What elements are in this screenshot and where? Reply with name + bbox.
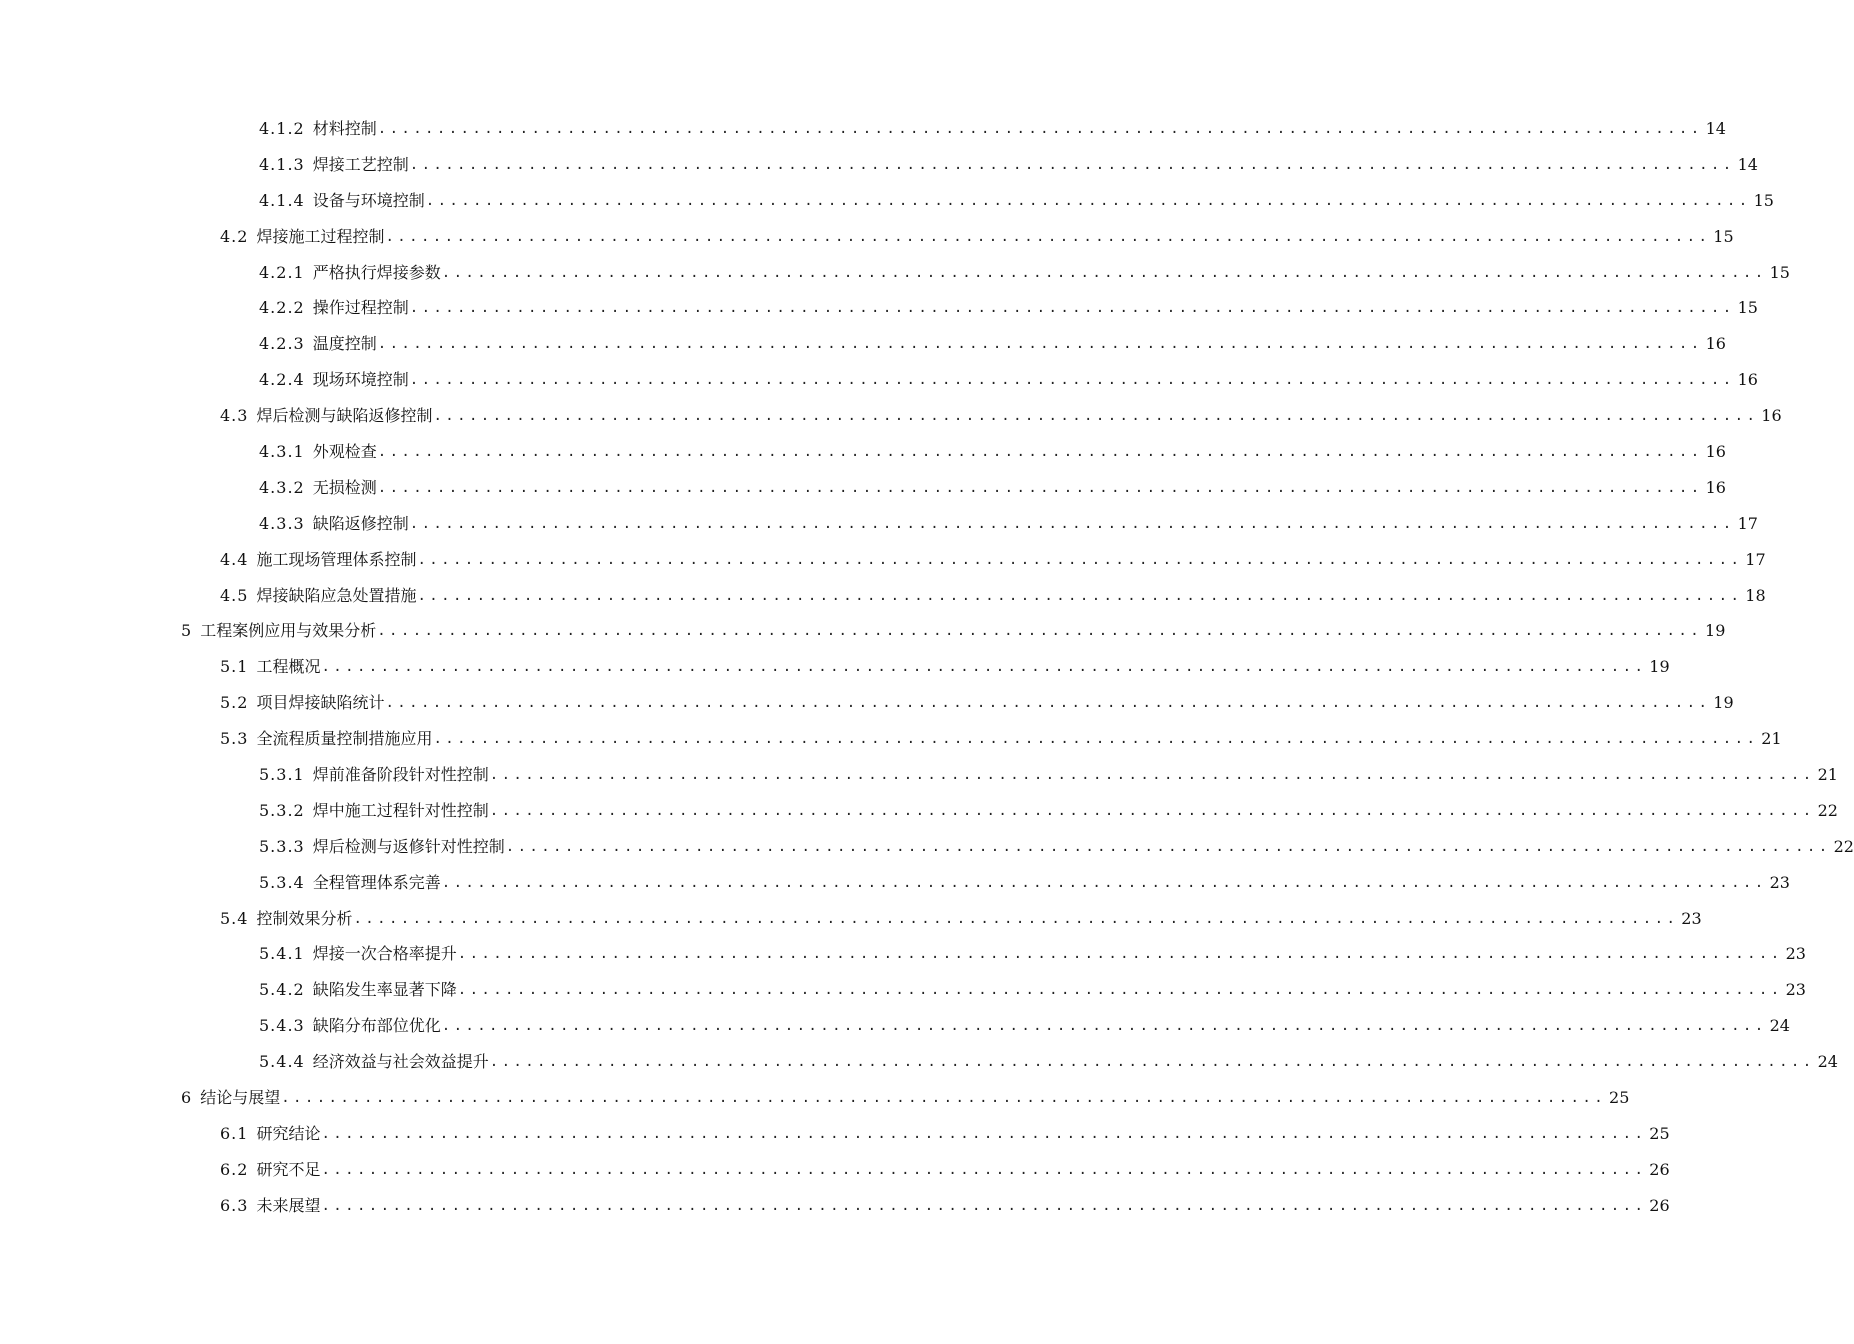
dot-leader: ................................................................................................................ xyxy=(417,587,1743,604)
page-number: 15 xyxy=(1769,262,1790,282)
page-number: 16 xyxy=(1705,477,1726,497)
page-number: 17 xyxy=(1737,513,1758,533)
page-number: 16 xyxy=(1761,406,1782,426)
entry-number: 5.3 xyxy=(220,729,249,749)
dot-leader: ................................................................................................................ xyxy=(409,300,1735,317)
page-number: 25 xyxy=(1609,1087,1630,1107)
dot-leader: ................................................................................................................ xyxy=(417,551,1743,568)
entry-number: 4.4 xyxy=(220,549,249,569)
toc-entry[interactable] xyxy=(0,326,1726,362)
dot-leader: ................................................................................................................ xyxy=(385,228,1711,245)
dot-leader: ................................................................................................................ xyxy=(353,910,1679,927)
entry-title: 焊接施工过程控制 xyxy=(256,226,385,246)
entry-title: 研究结论 xyxy=(256,1123,321,1143)
entry-title: 未来展望 xyxy=(256,1195,321,1215)
dot-leader: ................................................................................................................ xyxy=(441,264,1767,281)
dot-leader: ................................................................................................................ xyxy=(489,766,1815,783)
toc-entry[interactable] xyxy=(0,613,1726,649)
entry-number: 5.3.1 xyxy=(259,764,305,784)
entry-number: 5.3.3 xyxy=(259,836,305,856)
toc-entry[interactable] xyxy=(0,972,1806,1008)
dot-leader: ................................................................................................................ xyxy=(441,874,1767,891)
page-number: 15 xyxy=(1753,190,1774,210)
entry-title: 缺陷返修控制 xyxy=(312,513,409,533)
entry-title: 项目焊接缺陷统计 xyxy=(256,693,385,713)
dot-leader: ................................................................................................................ xyxy=(377,479,1703,496)
entry-number: 4.2.1 xyxy=(259,262,305,282)
dot-leader: ................................................................................................................ xyxy=(505,838,1831,855)
entry-title: 材料控制 xyxy=(312,118,377,138)
toc-entry[interactable] xyxy=(0,685,1734,721)
entry-title: 温度控制 xyxy=(312,334,377,354)
dot-leader: ................................................................................................................ xyxy=(409,372,1735,389)
page-number: 21 xyxy=(1817,764,1838,784)
dot-leader: ................................................................................................................ xyxy=(489,1054,1815,1071)
page-number: 26 xyxy=(1649,1195,1670,1215)
page-number: 19 xyxy=(1649,657,1670,677)
toc-entry[interactable] xyxy=(0,542,1766,578)
entry-number: 5.3.2 xyxy=(259,800,305,820)
toc-entry[interactable] xyxy=(0,829,1854,865)
page-number: 22 xyxy=(1833,836,1854,856)
entry-title: 研究不足 xyxy=(256,1159,321,1179)
page-number: 19 xyxy=(1713,693,1734,713)
entry-title: 缺陷发生率显著下降 xyxy=(312,980,457,1000)
entry-title: 焊接一次合格率提升 xyxy=(312,944,457,964)
entry-number: 4.2.4 xyxy=(259,370,305,390)
dot-leader: ................................................................................................................ xyxy=(321,1125,1647,1142)
entry-number: 4.3.1 xyxy=(259,441,305,461)
toc-entry[interactable] xyxy=(0,578,1766,614)
entry-number: 4.3.2 xyxy=(259,477,305,497)
entry-number: 6.3 xyxy=(220,1195,249,1215)
page-number: 16 xyxy=(1705,441,1726,461)
dot-leader: ................................................................................................................ xyxy=(321,659,1647,676)
entry-number: 4.3 xyxy=(220,406,249,426)
page-number: 16 xyxy=(1737,370,1758,390)
toc-entry[interactable] xyxy=(0,1044,1838,1080)
page-number: 22 xyxy=(1817,800,1838,820)
toc-entry[interactable] xyxy=(0,183,1774,219)
toc-entry[interactable] xyxy=(0,1116,1670,1152)
page-number: 18 xyxy=(1745,585,1766,605)
dot-leader: ................................................................................................................ xyxy=(377,120,1703,137)
entry-title: 操作过程控制 xyxy=(312,298,409,318)
entry-number: 4.1.3 xyxy=(259,154,305,174)
toc-entry[interactable] xyxy=(0,649,1670,685)
page-number: 16 xyxy=(1705,334,1726,354)
toc-entry[interactable] xyxy=(0,1188,1670,1224)
dot-leader: ................................................................................................................ xyxy=(433,408,1759,425)
dot-leader: ................................................................................................................ xyxy=(385,695,1711,712)
dot-leader: ................................................................................................................ xyxy=(489,802,1815,819)
dot-leader: ................................................................................................................ xyxy=(433,731,1759,748)
page-number: 21 xyxy=(1761,729,1782,749)
toc-entry[interactable] xyxy=(0,506,1758,542)
page-number: 23 xyxy=(1681,908,1702,928)
entry-title: 工程概况 xyxy=(256,657,321,677)
entry-number: 5.4.2 xyxy=(259,980,305,1000)
entry-number: 5.4.3 xyxy=(259,1016,305,1036)
entry-number: 5.4.4 xyxy=(259,1052,305,1072)
toc-entry[interactable] xyxy=(0,901,1702,937)
page-number: 23 xyxy=(1769,872,1790,892)
page-number: 26 xyxy=(1649,1159,1670,1179)
page-number: 24 xyxy=(1769,1016,1790,1036)
entry-number: 5.2 xyxy=(220,693,249,713)
entry-title: 焊后检测与缺陷返修控制 xyxy=(256,406,433,426)
entry-title: 设备与环境控制 xyxy=(312,190,425,210)
dot-leader: ................................................................................................................ xyxy=(321,1197,1647,1214)
page-number: 24 xyxy=(1817,1052,1838,1072)
dot-leader: ................................................................................................................ xyxy=(425,192,1751,209)
toc-entry[interactable] xyxy=(0,147,1758,183)
dot-leader: ................................................................................................................ xyxy=(321,1161,1647,1178)
entry-number: 5.3.4 xyxy=(259,872,305,892)
page-number: 23 xyxy=(1785,944,1806,964)
toc-entry[interactable] xyxy=(0,290,1758,326)
toc-entry[interactable] xyxy=(0,757,1838,793)
page-number: 15 xyxy=(1713,226,1734,246)
dot-leader: ................................................................................................................ xyxy=(457,982,1783,999)
entry-title: 施工现场管理体系控制 xyxy=(256,549,417,569)
entry-number: 5 xyxy=(181,621,193,641)
toc-entry[interactable] xyxy=(0,398,1782,434)
entry-number: 4.2.3 xyxy=(259,334,305,354)
toc-entry[interactable] xyxy=(0,1008,1790,1044)
entry-title: 焊中施工过程针对性控制 xyxy=(312,800,489,820)
dot-leader: ................................................................................................................ xyxy=(281,1089,1607,1106)
entry-title: 缺陷分布部位优化 xyxy=(312,1016,441,1036)
entry-number: 4.3.3 xyxy=(259,513,305,533)
dot-leader: ................................................................................................................ xyxy=(441,1018,1767,1035)
entry-number: 4.2 xyxy=(220,226,249,246)
toc-entry[interactable] xyxy=(0,793,1838,829)
entry-title: 结论与展望 xyxy=(200,1087,281,1107)
toc-entry[interactable] xyxy=(0,1080,1630,1116)
toc-entry[interactable] xyxy=(0,470,1726,506)
toc-entry[interactable] xyxy=(0,936,1806,972)
dot-leader: ................................................................................................................ xyxy=(377,443,1703,460)
entry-title: 焊接工艺控制 xyxy=(312,154,409,174)
dot-leader: ................................................................................................................ xyxy=(409,515,1735,532)
entry-title: 工程案例应用与效果分析 xyxy=(200,621,377,641)
toc-entry[interactable] xyxy=(0,362,1758,398)
entry-number: 4.5 xyxy=(220,585,249,605)
page-number: 15 xyxy=(1737,298,1758,318)
entry-number: 5.1 xyxy=(220,657,249,677)
entry-title: 焊前准备阶段针对性控制 xyxy=(312,764,489,784)
dot-leader: ................................................................................................................ xyxy=(377,336,1703,353)
entry-number: 4.1.4 xyxy=(259,190,305,210)
entry-title: 焊后检测与返修针对性控制 xyxy=(312,836,505,856)
entry-number: 5.4 xyxy=(220,908,249,928)
toc-entry[interactable] xyxy=(0,721,1782,757)
dot-leader: ................................................................................................................ xyxy=(409,156,1735,173)
entry-number: 5.4.1 xyxy=(259,944,305,964)
entry-number: 6 xyxy=(181,1087,193,1107)
entry-title: 全程管理体系完善 xyxy=(312,872,441,892)
toc-entry[interactable] xyxy=(0,111,1726,147)
entry-number: 4.2.2 xyxy=(259,298,305,318)
dot-leader: ................................................................................................................ xyxy=(457,946,1783,963)
entry-number: 4.1.2 xyxy=(259,118,305,138)
entry-number: 6.2 xyxy=(220,1159,249,1179)
entry-title: 现场环境控制 xyxy=(312,370,409,390)
toc-entry[interactable] xyxy=(0,865,1790,901)
toc-entry[interactable] xyxy=(0,219,1734,255)
toc-entry[interactable] xyxy=(0,1152,1670,1188)
toc-entry[interactable] xyxy=(0,434,1726,470)
dot-leader: ................................................................................................................ xyxy=(377,623,1703,640)
entry-title: 全流程质量控制措施应用 xyxy=(256,729,433,749)
entry-title: 焊接缺陷应急处置措施 xyxy=(256,585,417,605)
page-number: 23 xyxy=(1785,980,1806,1000)
page-number: 14 xyxy=(1705,118,1726,138)
table-of-contents xyxy=(0,111,1854,1224)
page-number: 19 xyxy=(1705,621,1726,641)
entry-title: 控制效果分析 xyxy=(256,908,353,928)
page-number: 14 xyxy=(1737,154,1758,174)
entry-title: 经济效益与社会效益提升 xyxy=(312,1052,489,1072)
page-number: 17 xyxy=(1745,549,1766,569)
entry-title: 无损检测 xyxy=(312,477,377,497)
entry-number: 6.1 xyxy=(220,1123,249,1143)
entry-title: 外观检查 xyxy=(312,441,377,461)
page-number: 25 xyxy=(1649,1123,1670,1143)
entry-title: 严格执行焊接参数 xyxy=(312,262,441,282)
toc-entry[interactable] xyxy=(0,255,1790,291)
